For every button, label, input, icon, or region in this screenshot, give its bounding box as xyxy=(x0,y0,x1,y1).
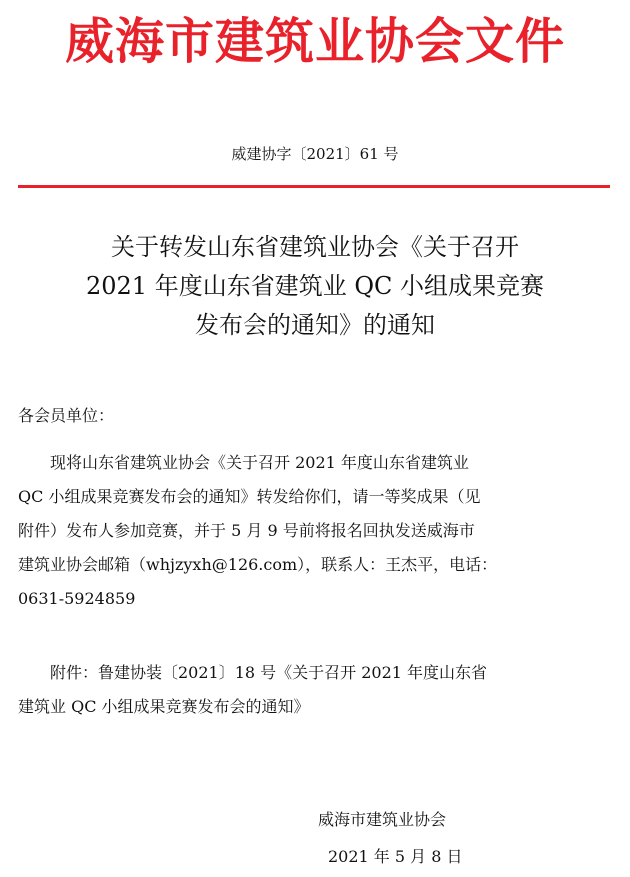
red-divider-line xyxy=(18,185,610,188)
paragraph-line: QC 小组成果竞赛发布会的通知》转发给你们，请一等奖成果（见 xyxy=(18,487,481,506)
masthead-title: 威海市建筑业协会文件 xyxy=(64,12,565,70)
attachment-line: 附件：鲁建协装〔2021〕18 号《关于召开 2021 年度山东省 xyxy=(50,663,488,682)
document-title xyxy=(0,228,630,345)
paragraph-line: 0631-5924859 xyxy=(18,589,136,608)
document-number: 威建协字〔2021〕61 号 xyxy=(231,145,399,163)
title-line: 2021 年度山东省建筑业 QC 小组成果竞赛 xyxy=(85,272,544,300)
paragraph-line: 附件）发布人参加竞赛，并于 5 月 9 号前将报名回执发送威海市 xyxy=(18,521,475,540)
attachment-note xyxy=(18,656,614,724)
salutation: 各会员单位： xyxy=(18,406,115,425)
body-paragraph xyxy=(18,446,614,616)
paragraph-line: 建筑业协会邮箱（whjzyxh@126.com），联系人：王杰平，电话： xyxy=(18,555,498,574)
signature-date: 2021 年 5 月 8 日 xyxy=(328,847,463,866)
title-line: 关于转发山东省建筑业协会《关于召开 xyxy=(111,233,519,261)
paragraph-line: 现将山东省建筑业协会《关于召开 2021 年度山东省建筑业 xyxy=(50,453,469,472)
signature-organization: 威海市建筑业协会 xyxy=(318,810,447,829)
title-line: 发布会的通知》的通知 xyxy=(195,311,435,339)
attachment-line: 建筑业 QC 小组成果竞赛发布会的通知》 xyxy=(18,697,310,716)
